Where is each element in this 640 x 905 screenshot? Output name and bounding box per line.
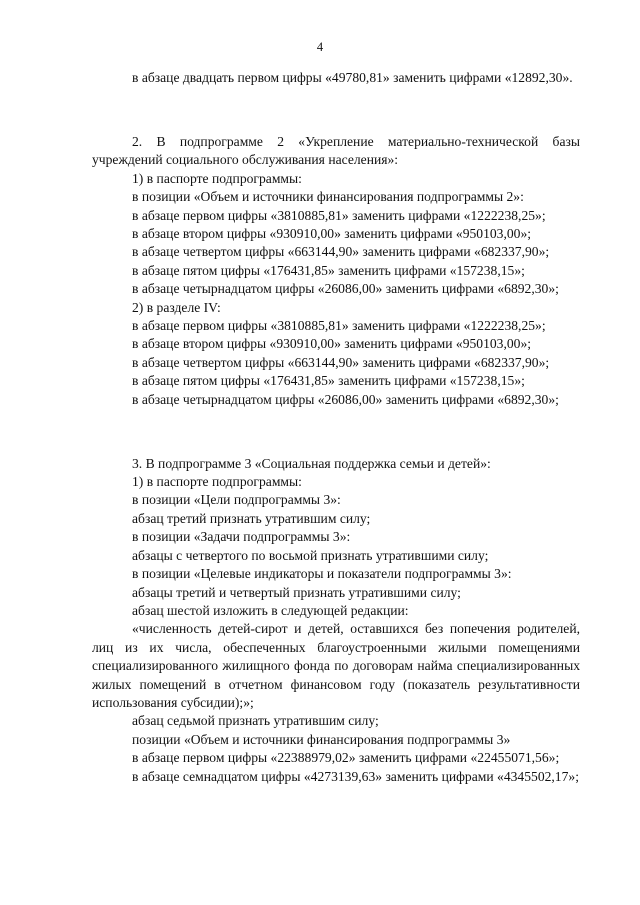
paragraph: в позиции «Задачи подпрограммы 3»: [132, 529, 351, 545]
paragraph-gap [92, 101, 580, 119]
paragraph: в абзаце пятом цифры «176431,85» заменить цифрами «157238,15»; [132, 262, 525, 278]
paragraph: 1) в паспорте подпрограммы: [132, 170, 302, 186]
paragraph: в абзаце пятом цифры «176431,85» заменить цифрами «157238,15»; [132, 373, 525, 389]
paragraph: «численность детей-сирот и детей, оставшихся без попечения родителей, лиц из их числа, обеспеченных благоустроенными жилыми помещениями специализированного жилищного фонда по договорам найма специализированных жилых помещений в отчетном финансовом году (показатель результативности использования субсидии);»; [92, 621, 580, 710]
paragraph: в позиции «Целевые индикаторы и показатели подпрограммы 3»: [132, 566, 512, 582]
paragraph: в абзаце двадцать первом цифры «49780,81» заменить цифрами «12892,30». [132, 70, 573, 85]
paragraph: абзац третий признать утратившим силу; [132, 510, 371, 526]
paragraph: в абзаце четырнадцатом цифры «26086,00» заменить цифрами «6892,30»; [132, 281, 559, 297]
paragraph: 2. В подпрограмме 2 «Укрепление материально-технической базы учреждений социального обслуживания населения»: [92, 133, 580, 168]
paragraph-gap [92, 423, 580, 441]
paragraph: в абзаце первом цифры «22388979,02» заменить цифрами «22455071,56»; [132, 750, 560, 766]
paragraph: в абзаце втором цифры «930910,00» заменить цифрами «950103,00»; [132, 226, 532, 242]
paragraph: 2) в разделе IV: [132, 299, 221, 315]
paragraph: абзацы третий и четвертый признать утратившими силу; [132, 584, 461, 600]
paragraph: в позиции «Цели подпрограммы 3»: [132, 492, 341, 508]
page-number: 4 [316, 40, 324, 54]
document-body [92, 69, 580, 786]
paragraph: в абзаце втором цифры «930910,00» заменить цифрами «950103,00»; [132, 336, 532, 352]
paragraph: абзацы с четвертого по восьмой признать утратившими силу; [132, 547, 489, 563]
paragraph: в абзаце четвертом цифры «663144,90» заменить цифрами «682337,90»; [132, 244, 550, 260]
paragraph: в абзаце семнадцатом цифры «4273139,63» заменить цифрами «4345502,17»; [132, 768, 579, 784]
paragraph: 3. В подпрограмме 3 «Социальная поддержка семьи и детей»: [132, 455, 491, 471]
paragraph: в абзаце первом цифры «3810885,81» заменить цифрами «1222238,25»; [132, 207, 546, 223]
paragraph: абзац седьмой признать утратившим силу; [132, 713, 379, 729]
paragraph: абзац шестой изложить в следующей редакции: [132, 602, 409, 618]
paragraph: позиции «Объем и источники финансирования подпрограммы 3» [132, 731, 511, 747]
paragraph: в абзаце четырнадцатом цифры «26086,00» заменить цифрами «6892,30»; [132, 391, 559, 407]
paragraph: 1) в паспорте подпрограммы: [132, 474, 302, 490]
paragraph: в позиции «Объем и источники финансирования подпрограммы 2»: [132, 189, 524, 205]
paragraph: в абзаце четвертом цифры «663144,90» заменить цифрами «682337,90»; [132, 354, 550, 370]
paragraph: в абзаце первом цифры «3810885,81» заменить цифрами «1222238,25»; [132, 318, 546, 334]
